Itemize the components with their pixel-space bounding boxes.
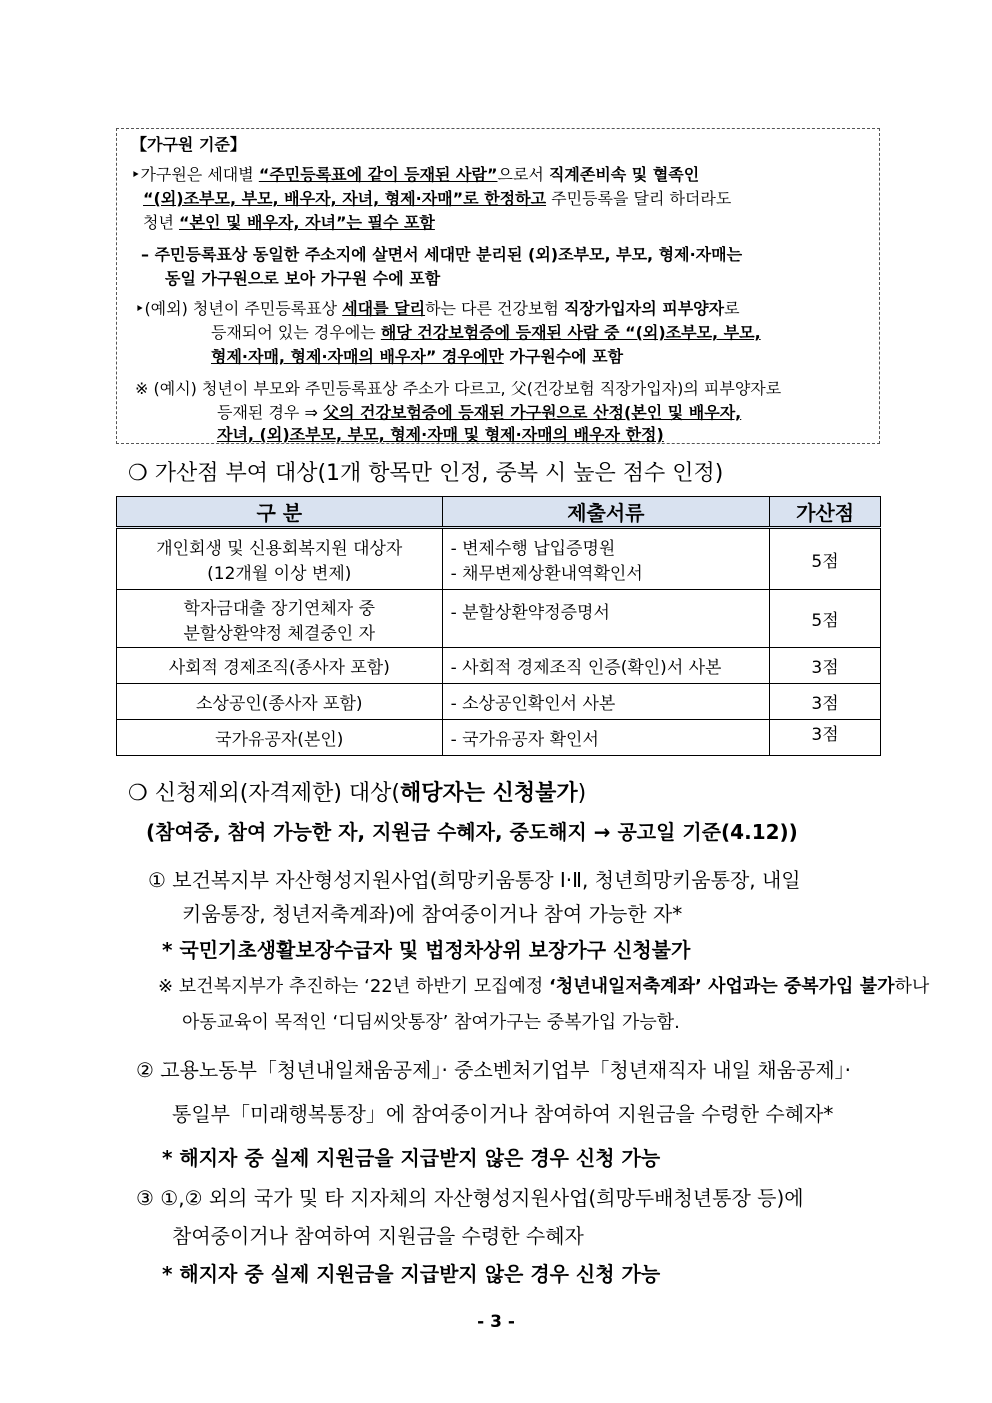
table-row: 학자금대출 장기연체자 중 분할상환약정 체결중인 자 - 분할상환약정증명서 5점 bbox=[117, 590, 881, 648]
item-1-line-1: ① 보건복지부 자산형성지원사업(희망키움통장 Ⅰ·Ⅱ, 청년희망키움통장, 내일 bbox=[148, 868, 801, 892]
item-1-line-2: 키움통장, 청년저축계좌)에 참여중이거나 참여 가능한 자* bbox=[182, 902, 683, 926]
header-category: 구 분 bbox=[117, 497, 443, 528]
criteria-line-1: ‣가구원은 세대별 “주민등록표에 같이 등재된 사람”으로서 직계존비속 및 혈족인 bbox=[131, 165, 700, 184]
item-2-line-2: 통일부「미래행복통장」에 참여중이거나 참여하여 지원금을 수령한 수혜자* bbox=[172, 1102, 834, 1126]
box-title: 【가구원 기준】 bbox=[131, 135, 246, 154]
item-1-note: * 국민기초생활보장수급자 및 법정차상위 보장가구 신청불가 bbox=[162, 938, 691, 962]
exception-line-1: ‣(예외) 청년이 주민등록표상 세대를 달리하는 다른 건강보험 직장가입자의 피부양자로 bbox=[135, 299, 740, 318]
table-row: 사회적 경제조직(종사자 포함) - 사회적 경제조직 인증(확인)서 사본 3점 bbox=[117, 648, 881, 684]
criteria-line-4: – 주민등록표상 동일한 주소지에 살면서 세대만 분리된 (외)조부모, 부모, 형제·자매는 bbox=[141, 245, 743, 264]
bonus-table bbox=[116, 496, 881, 756]
criteria-line-5: 동일 가구원으로 보아 가구원 수에 포함 bbox=[165, 269, 441, 288]
exception-line-2: 등재되어 있는 경우에는 해당 건강보험증에 등재된 사람 중 “(외)조부모, 부모, bbox=[211, 323, 761, 342]
page-number: - 3 - bbox=[477, 1312, 515, 1332]
item-3-note: * 해지자 중 실제 지원금을 지급받지 않은 경우 신청 가능 bbox=[162, 1262, 661, 1286]
item-2-note: * 해지자 중 실제 지원금을 지급받지 않은 경우 신청 가능 bbox=[162, 1146, 661, 1170]
item-3-line-1: ③ ①,② 외의 국가 및 타 지자체의 자산형성지원사업(희망두배청년통장 등)에 bbox=[136, 1186, 804, 1210]
exclusion-subtitle: (참여중, 참여 가능한 자, 지원금 수혜자, 중도해지 → 공고일 기준(4.12)) bbox=[146, 820, 798, 844]
item-3-line-2: 참여중이거나 참여하여 지원금을 수령한 수혜자 bbox=[172, 1224, 584, 1248]
table-row: 개인회생 및 신용회복지원 대상자 (12개월 이상 변제) - 변제수행 납입증명원 - 채무변제상환내역확인서 5점 bbox=[117, 528, 881, 590]
criteria-line-2: “(외)조부모, 부모, 배우자, 자녀, 형제·자매”로 한정하고 주민등록을 달리 하더라도 bbox=[143, 189, 732, 208]
bonus-section-title: ❍ 가산점 부여 대상(1개 항목만 인정, 중복 시 높은 점수 인정) bbox=[128, 461, 724, 486]
exception-line-3: 형제·자매, 형제·자매의 배우자” 경우에만 가구원수에 포함 bbox=[211, 347, 624, 366]
header-points: 가산점 bbox=[770, 497, 881, 528]
example-line-3: 자녀, (외)조부모, 부모, 형제·자매 및 형제·자매의 배우자 한정) bbox=[217, 425, 664, 444]
table-row: 소상공인(종사자 포함) - 소상공인확인서 사본 3점 bbox=[117, 684, 881, 720]
item-2-line-1: ② 고용노동부「청년내일채움공제」· 중소벤처기업부「청년재직자 내일 채움공제」· bbox=[136, 1058, 851, 1082]
example-line-1: ※ (예시) 청년이 부모와 주민등록표상 주소가 다르고, 父(건강보험 직장가입자)의 피부양자로 bbox=[135, 379, 782, 398]
example-line-2: 등재된 경우 ⇒ 父의 건강보험증에 등재된 가구원으로 산정(본인 및 배우자, bbox=[217, 403, 742, 422]
household-criteria-box bbox=[116, 128, 880, 444]
table-row: 국가유공자(본인) - 국가유공자 확인서 3점 bbox=[117, 720, 881, 756]
item-1-remark-2: 아동교육이 목적인 ‘디딤씨앗통장’ 참여가구는 중복가입 가능함. bbox=[182, 1012, 680, 1033]
criteria-line-3: 청년 “본인 및 배우자, 자녀”는 필수 포함 bbox=[143, 213, 435, 232]
table-header-row bbox=[117, 497, 881, 528]
header-documents: 제출서류 bbox=[442, 497, 770, 528]
exclusion-section-title: ❍ 신청제외(자격제한) 대상(해당자는 신청불가) bbox=[128, 781, 587, 806]
item-1-remark-1: ※ 보건복지부가 추진하는 ‘22년 하반기 모집예정 ‘청년내일저축계좌’ 사업과는 중복가입 불가하나 bbox=[158, 976, 930, 997]
